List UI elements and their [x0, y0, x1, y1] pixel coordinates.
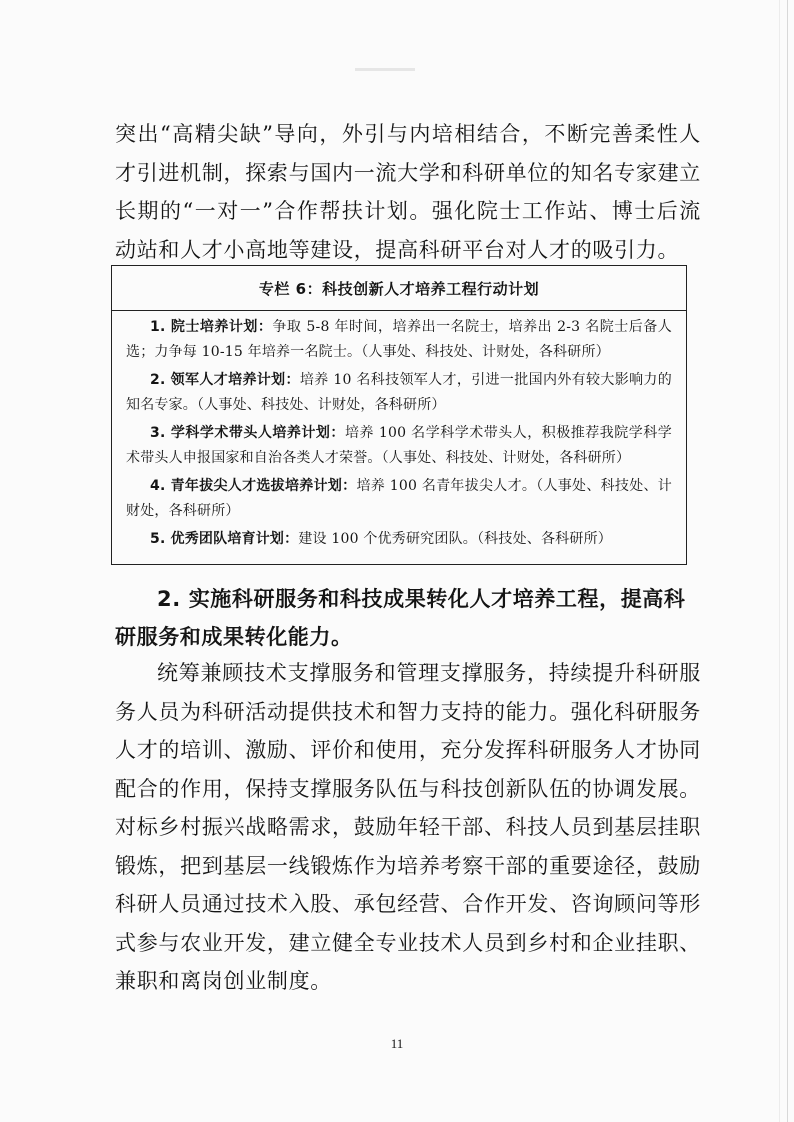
page-edge-shadow: [779, 0, 780, 1122]
plan-item: [126, 474, 672, 524]
body-paragraph: 统筹兼顾技术支撑服务和管理支撑服务，持续提升科研服务人员为科研活动提供技术和智力支持的能力。强化科研服务人才的培训、激励、评价和使用，充分发挥科研服务人才协同配合的作用，保持支撑服务队伍与科技创新队伍的协调发展。对标乡村振兴战略需求，鼓励年轻干部、科技人员到基层挂职锻炼，把到基层一线锻炼作为培养考察干部的重要途径，鼓励科研人员通过技术入股、承包经营、合作开发、咨询顾问等形式参与农业开发，建立健全专业技术人员到乡村和企业挂职、兼职和离岗创业制度。: [115, 661, 701, 993]
box-body: [112, 311, 686, 552]
column-box: [111, 265, 687, 565]
page-number: 11: [390, 1036, 404, 1051]
plan-item: [126, 527, 672, 552]
plan-item-text: 争取 5-8 年时间，培养出一名院士，培养出 2-3 名院士后备人选；力争每 10-15 年培养一名院士。（人事处、科技处、计财处，各科研所）: [126, 319, 672, 360]
plan-item-text: 培养 100 名学科学术带头人，积极推荐我院学科学术带头人申报国家和自治各类人才荣誉。（人事处、科技处、计财处，各科研所）: [126, 425, 673, 466]
scan-artifact: [355, 68, 415, 71]
plan-item: [126, 315, 672, 365]
plan-item-label: 2. 领军人才培养计划：: [150, 372, 300, 388]
section-heading: 2. 实施科研服务和科技成果转化人才培养工程，提高科研服务和成果转化能力。: [115, 587, 686, 649]
plan-item-label: 3. 学科学术带头人培养计划：: [150, 425, 345, 441]
intro-paragraph: 突出“高精尖缺”导向，外引与内培相结合，不断完善柔性人才引进机制，探索与国内一流大学和科研单位的知名专家建立长期的“一对一”合作帮扶计划。强化院士工作站、博士后流动站和人才小高地等建设，提高科研平台对人才的吸引力。: [115, 122, 701, 262]
plan-item-label: 4. 青年拔尖人才选拔培养计划：: [150, 478, 357, 494]
plan-item-text: 培养 10 名科技领军人才，引进一批国内外有较大影响力的知名专家。（人事处、科技处、计财处，各科研所）: [126, 372, 672, 413]
page-edge: [787, 0, 788, 1122]
plan-item-label: 1. 院士培养计划：: [150, 319, 273, 335]
plan-item-label: 5. 优秀团队培育计划：: [150, 531, 299, 547]
plan-item: [126, 421, 672, 471]
plan-item-text: 培养 100 名青年拔尖人才。（人事处、科技处、计财处，各科研所）: [126, 478, 672, 519]
plan-item-text: 建设 100 个优秀研究团队。（科技处、各科研所）: [298, 531, 612, 547]
box-title: 专栏 6：科技创新人才培养工程行动计划: [112, 266, 686, 311]
plan-item: [126, 368, 672, 418]
